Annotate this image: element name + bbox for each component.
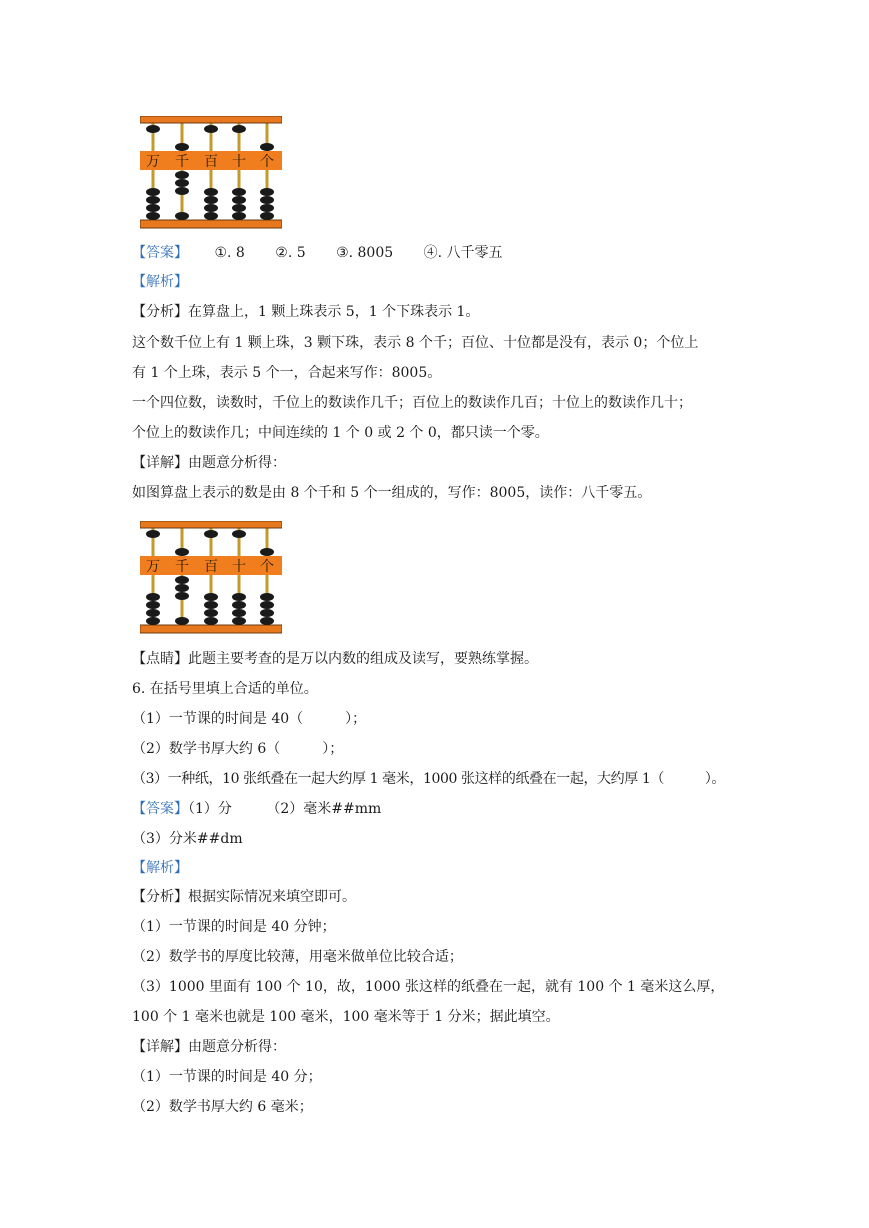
abacus-lower-bead: [146, 204, 160, 212]
abacus-bottom-bar: [140, 625, 282, 633]
q6-detail-line: （2）数学书厚大约 6 毫米；: [132, 1099, 313, 1115]
abacus-place-label: 千: [175, 559, 189, 575]
abacus-lower-bead: [204, 204, 218, 212]
q6-item: （2）数学书厚大约 6（ ）；: [132, 741, 344, 757]
q6-item: （1）一节课的时间是 40（ ）；: [132, 711, 367, 727]
abacus-lower-bead: [175, 592, 189, 600]
abacus-upper-bead: [175, 548, 189, 556]
q5-analysis-line: 这个数千位上有 1 颗上珠，3 颗下珠，表示 8 个千；百位、十位都是没有，表示 0；个位上: [132, 335, 699, 351]
abacus-svg: [140, 521, 282, 635]
q5-detail-line: 如图算盘上表示的数是由 8 个千和 5 个一组成的，写作：8005，读作：八千零五。: [132, 485, 652, 501]
abacus-image-1: [140, 116, 282, 230]
abacus-lower-bead: [175, 212, 189, 220]
abacus-lower-bead: [175, 187, 189, 195]
abacus-lower-bead: [146, 593, 160, 601]
answer-4: ④. 八千零五: [423, 245, 503, 261]
abacus-lower-bead: [232, 212, 246, 220]
abacus-lower-bead: [175, 584, 189, 592]
q5-analysis-line: 一个四位数，读数时，千位上的数读作几千；百位上的数读作几百；十位上的数读作几十；: [132, 395, 692, 411]
abacus-top-bar: [140, 116, 282, 123]
abacus-lower-bead: [260, 617, 274, 625]
q6-answer-line-2: （3）分米##dm: [132, 831, 243, 847]
abacus-upper-bead: [175, 143, 189, 151]
abacus-lower-bead: [232, 609, 246, 617]
abacus-upper-bead: [204, 530, 218, 538]
abacus-place-label: 千: [175, 154, 189, 170]
q6-item: （3）一种纸，10 张纸叠在一起大约厚 1 毫米，1000 张这样的纸叠在一起，大约厚 1（ ）。: [132, 771, 726, 787]
abacus-image-2: [140, 521, 282, 635]
abacus-upper-bead: [204, 125, 218, 133]
q5-analysis-line: 个位上的数读作几；中间连续的 1 个 0 或 2 个 0，都只读一个零。: [132, 425, 549, 441]
abacus-lower-bead: [204, 593, 218, 601]
abacus-lower-bead: [146, 601, 160, 609]
abacus-lower-bead: [175, 617, 189, 625]
abacus-lower-bead: [260, 593, 274, 601]
abacus-lower-bead: [260, 212, 274, 220]
answer-2: （2）毫米##mm: [266, 801, 382, 817]
abacus-upper-bead: [260, 548, 274, 556]
abacus-place-label: 个: [260, 559, 274, 575]
abacus-lower-bead: [146, 188, 160, 196]
abacus-place-label: 个: [260, 154, 274, 170]
abacus-lower-bead: [204, 196, 218, 204]
abacus-lower-bead: [146, 196, 160, 204]
abacus-svg: [140, 116, 282, 230]
abacus-lower-bead: [232, 196, 246, 204]
abacus-lower-bead: [204, 617, 218, 625]
abacus-lower-bead: [146, 617, 160, 625]
abacus-place-label: 百: [204, 154, 218, 170]
abacus-lower-bead: [204, 212, 218, 220]
abacus-place-label: 十: [232, 559, 246, 575]
q6-analysis-tag: 【解析】: [132, 860, 188, 876]
abacus-lower-bead: [260, 188, 274, 196]
abacus-lower-bead: [175, 171, 189, 179]
abacus-lower-bead: [260, 196, 274, 204]
abacus-lower-bead: [146, 609, 160, 617]
q6-title: 6. 在括号里填上合适的单位。: [132, 681, 318, 697]
abacus-lower-bead: [232, 204, 246, 212]
abacus-upper-bead: [260, 143, 274, 151]
q6-detail-line: （1）一节课的时间是 40 分；: [132, 1069, 322, 1085]
q5-analysis-line: 【分析】在算盘上，1 颗上珠表示 5，1 个下珠表示 1。: [132, 304, 480, 320]
abacus-lower-bead: [260, 601, 274, 609]
abacus-lower-bead: [204, 188, 218, 196]
q5-analysis-tag: 【解析】: [132, 274, 188, 290]
q5-comment: 【点睛】此题主要考查的是万以内数的组成及读写，要熟练掌握。: [132, 651, 538, 667]
answer-2: ②. 5: [275, 245, 306, 261]
abacus-top-bar: [140, 521, 282, 528]
q6-analysis-line: （1）一节课的时间是 40 分钟；: [132, 919, 336, 935]
abacus-place-label: 万: [146, 154, 160, 170]
abacus-lower-bead: [175, 576, 189, 584]
abacus-lower-bead: [232, 617, 246, 625]
q5-detail-tag: 【详解】由题意分析得：: [132, 455, 286, 471]
abacus-lower-bead: [232, 188, 246, 196]
abacus-upper-bead: [232, 125, 246, 133]
q6-analysis-line: 【分析】根据实际情况来填空即可。: [132, 889, 356, 905]
abacus-lower-bead: [260, 204, 274, 212]
answer-1: ①. 8: [214, 245, 245, 261]
answer-3: ③. 8005: [336, 245, 394, 261]
abacus-lower-bead: [232, 601, 246, 609]
abacus-place-label: 十: [232, 154, 246, 170]
q6-analysis-line: 100 个 1 毫米也就是 100 毫米，100 毫米等于 1 分米；据此填空。: [132, 1009, 560, 1025]
answer-tag: 【答案】: [132, 245, 188, 261]
q6-analysis-line: （2）数学书的厚度比较薄，用毫米做单位比较合适；: [132, 949, 463, 965]
abacus-lower-bead: [146, 212, 160, 220]
abacus-lower-bead: [260, 609, 274, 617]
abacus-lower-bead: [204, 601, 218, 609]
abacus-place-label: 万: [146, 559, 160, 575]
q6-answer-line: [132, 800, 381, 818]
q6-detail-tag: 【详解】由题意分析得：: [132, 1039, 286, 1055]
abacus-lower-bead: [175, 179, 189, 187]
abacus-upper-bead: [146, 125, 160, 133]
answer-1: （1）分: [188, 801, 232, 817]
abacus-place-label: 百: [204, 559, 218, 575]
abacus-lower-bead: [232, 593, 246, 601]
abacus-upper-bead: [232, 530, 246, 538]
abacus-lower-bead: [204, 609, 218, 617]
q5-analysis-line: 有 1 个上珠，表示 5 个一，合起来写作：8005。: [132, 365, 442, 381]
answer-tag: 【答案】: [132, 801, 188, 817]
abacus-bottom-bar: [140, 220, 282, 228]
q5-answer-line: [132, 244, 503, 262]
abacus-upper-bead: [146, 530, 160, 538]
q6-analysis-line: （3）1000 里面有 100 个 10，故，1000 张这样的纸叠在一起，就有 100 个 1 毫米这么厚，: [132, 979, 725, 995]
